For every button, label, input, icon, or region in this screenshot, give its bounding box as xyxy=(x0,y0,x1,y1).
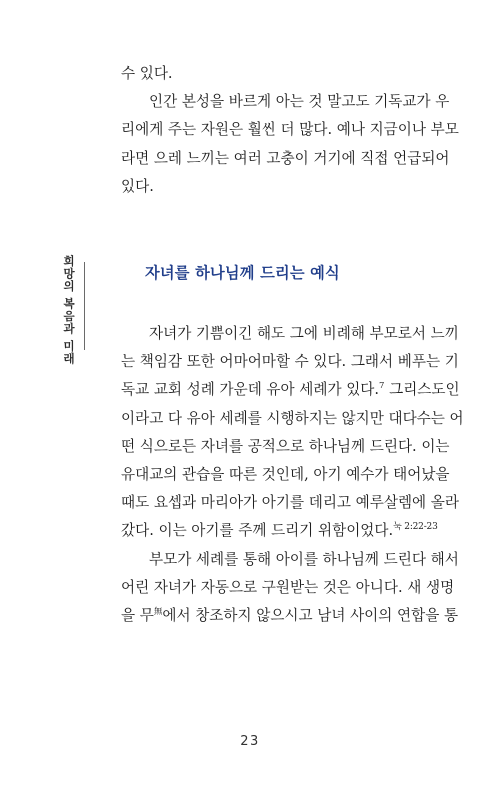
text-fragment: 갔다. 이는 아기를 주께 드리기 위함이었다. xyxy=(121,522,394,540)
text-line xyxy=(121,376,460,404)
paragraph xyxy=(121,546,459,631)
text-fragment: 에서 창조하지 않으시고 남녀 사이의 연합을 통 xyxy=(162,607,459,625)
text-line: 있다. xyxy=(121,177,154,195)
text-block-main xyxy=(121,320,464,630)
footnote-marker[interactable]: 7 xyxy=(379,381,385,392)
text-line: 는 책임감 또한 어마어마할 수 있다. 그래서 베푸는 기 xyxy=(121,353,459,371)
text-fragment: 독교 교회 성례 가운데 유아 세례가 있다. xyxy=(121,381,380,399)
text-line: 리에게 주는 자원은 훨씬 더 많다. 예나 지금이나 부모 xyxy=(121,121,459,139)
running-header-rule xyxy=(84,262,85,350)
text-line: 어린 자녀가 자동으로 구원받는 것은 아니다. 새 생명 xyxy=(121,578,455,596)
hanja-gloss: 無 xyxy=(153,607,163,618)
section-heading: 자녀를 하나님께 드리는 예식 xyxy=(145,264,340,282)
text-line xyxy=(121,517,443,545)
text-line: 이라고 다 유아 세례를 시행하지는 않지만 대다수는 어 xyxy=(121,409,464,427)
text-fragment: 그리스도인 xyxy=(384,381,460,399)
text-line: 떤 식으로든 자녀를 공적으로 하나님께 드린다. 이는 xyxy=(121,437,450,455)
text-line: 부모가 세례를 통해 아이를 하나님께 드린다 해서 xyxy=(149,550,459,568)
text-line: 때도 요셉과 마리아가 아기를 데리고 예루살렘에 올라 xyxy=(121,494,459,512)
text-line: 수 있다. xyxy=(121,65,173,82)
running-header xyxy=(58,255,80,366)
text-block-top xyxy=(121,60,459,201)
paragraph xyxy=(121,320,464,546)
text-line: 자녀가 기쁨이긴 해도 그에 비례해 부모로서 느끼 xyxy=(149,325,459,342)
running-header-text: 희망의 복음과 미래 xyxy=(62,255,76,366)
page-number: 23 xyxy=(240,734,260,749)
paragraph xyxy=(121,60,443,88)
text-fragment: 을 무 xyxy=(121,607,154,625)
text-line: 인간 본성을 바르게 아는 것 말고도 기독교가 우 xyxy=(149,93,450,111)
scripture-reference: 눅 2:22-23 xyxy=(393,522,438,533)
paragraph xyxy=(121,88,459,201)
text-line: 라면 으레 느끼는 여러 고충이 거기에 직접 언급되어 xyxy=(121,149,450,167)
text-line xyxy=(121,602,459,630)
text-line: 유대교의 관습을 따른 것인데, 아기 예수가 태어났을 xyxy=(121,466,450,484)
